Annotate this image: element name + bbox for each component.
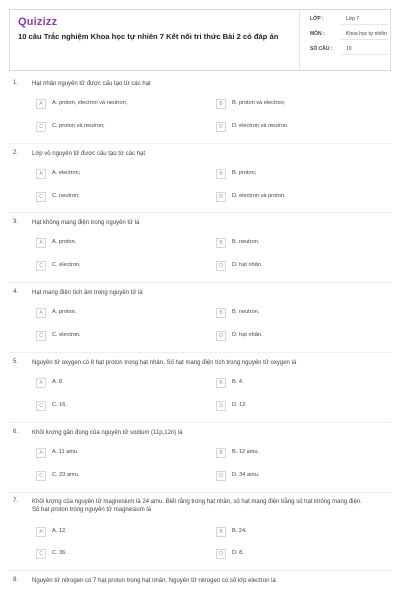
option-text: C. 23 amu. xyxy=(52,472,80,478)
question-separator xyxy=(9,352,391,353)
option-letter-box: B xyxy=(216,169,226,179)
option-text: C. 16. xyxy=(52,402,67,408)
option-text: D. hạt nhân. xyxy=(232,332,263,338)
option-text: D. hạt nhân. xyxy=(232,262,263,268)
option-d[interactable] xyxy=(216,401,376,413)
question-number: 7. xyxy=(13,498,19,504)
option-c[interactable] xyxy=(36,331,196,343)
question-separator xyxy=(9,212,391,213)
option-letter-box: A xyxy=(36,527,46,537)
question-separator xyxy=(9,492,391,493)
meta-subject-value: Khoa học tự nhiên xyxy=(346,31,387,37)
question-separator xyxy=(9,143,391,144)
option-d[interactable] xyxy=(216,549,376,561)
option-text: A. proton. xyxy=(52,239,77,245)
option-text: B. proton; xyxy=(232,170,257,176)
meta-grade-value: Lớp 7 xyxy=(346,16,360,22)
option-text: B. 12 amu. xyxy=(232,449,260,455)
question-text: Khối lượng gần đúng của nguyên tử sodium (11p,12n) là xyxy=(32,430,183,436)
option-text: B. 4. xyxy=(232,379,244,385)
option-text: B. 24. xyxy=(232,528,247,534)
option-a[interactable] xyxy=(36,308,196,320)
meta-subject-label: MÔN : xyxy=(310,31,325,37)
option-letter-box: D xyxy=(216,122,226,132)
option-d[interactable] xyxy=(216,122,376,134)
worksheet-header xyxy=(9,9,391,71)
option-a[interactable] xyxy=(36,378,196,390)
question-text: Nguyên tử oxygen có 8 hạt proton trong hạt nhân. Số hạt mang điện tích trong nguyên tử oxygen là xyxy=(32,360,297,366)
option-c[interactable] xyxy=(36,471,196,483)
option-letter-box: D xyxy=(216,192,226,202)
option-a[interactable] xyxy=(36,448,196,460)
meta-underline xyxy=(341,54,388,55)
option-letter-box: A xyxy=(36,308,46,318)
option-text: A. 12. xyxy=(52,528,67,534)
question-number: 1. xyxy=(13,80,19,86)
option-text: B. proton và electron; xyxy=(232,100,286,106)
option-letter-box: D xyxy=(216,549,226,559)
option-letter-box: B xyxy=(216,238,226,248)
option-text: D. electron và neutron. xyxy=(232,123,289,129)
question-number: 8. xyxy=(13,577,19,583)
option-letter-box: A xyxy=(36,448,46,458)
option-letter-box: C xyxy=(36,192,46,202)
question-text: Hạt mang điện tích âm trong nguyên tử là xyxy=(32,290,143,296)
option-b[interactable] xyxy=(216,238,376,250)
option-text: C. proton và neutron; xyxy=(52,123,105,129)
option-text: A. proton, electron và neutron; xyxy=(52,100,128,106)
option-b[interactable] xyxy=(216,308,376,320)
option-letter-box: B xyxy=(216,448,226,458)
question-number: 3. xyxy=(13,219,19,225)
question-number: 5. xyxy=(13,359,19,365)
option-d[interactable] xyxy=(216,471,376,483)
question-separator xyxy=(9,422,391,423)
option-b[interactable] xyxy=(216,448,376,460)
option-text: C. 36. xyxy=(52,550,67,556)
option-d[interactable] xyxy=(216,331,376,343)
question-number: 2. xyxy=(13,150,19,156)
option-letter-box: D xyxy=(216,471,226,481)
option-letter-box: D xyxy=(216,261,226,271)
option-a[interactable] xyxy=(36,99,196,111)
option-text: A. 8. xyxy=(52,379,64,385)
question-text: Lớp vỏ nguyên tử được cấu tạo từ các hạt xyxy=(32,151,145,157)
option-letter-box: B xyxy=(216,378,226,388)
option-d[interactable] xyxy=(216,261,376,273)
option-c[interactable] xyxy=(36,122,196,134)
option-b[interactable] xyxy=(216,527,376,539)
option-a[interactable] xyxy=(36,238,196,250)
option-letter-box: D xyxy=(216,401,226,411)
option-letter-box: B xyxy=(216,99,226,109)
question-text: Hạt không mang điện trong nguyên tử là xyxy=(32,220,140,226)
question-text: Hạt nhân nguyên tử được cấu tạo từ các hạt xyxy=(32,81,151,87)
question-number: 4. xyxy=(13,289,19,295)
option-letter-box: C xyxy=(36,331,46,341)
meta-grade-row xyxy=(10,16,390,28)
option-c[interactable] xyxy=(36,401,196,413)
option-letter-box: C xyxy=(36,401,46,411)
meta-grade-label: LỚP : xyxy=(310,16,324,22)
option-text: D. 34 amu. xyxy=(232,472,260,478)
option-b[interactable] xyxy=(216,169,376,181)
option-letter-box: A xyxy=(36,99,46,109)
option-letter-box: A xyxy=(36,238,46,248)
option-letter-box: C xyxy=(36,549,46,559)
option-letter-box: A xyxy=(36,169,46,179)
option-letter-box: C xyxy=(36,471,46,481)
option-letter-box: C xyxy=(36,261,46,271)
option-text: D. 8. xyxy=(232,550,244,556)
option-b[interactable] xyxy=(216,99,376,111)
meta-count-value: 10 xyxy=(346,46,352,52)
option-a[interactable] xyxy=(36,169,196,181)
meta-count-row xyxy=(10,46,390,58)
question-number: 6. xyxy=(13,429,19,435)
meta-count-label: SỐ CÂU : xyxy=(310,46,333,52)
option-c[interactable] xyxy=(36,261,196,273)
worksheet-title: 10 câu Trắc nghiệm Khoa học tự nhiên 7 Kết nối tri thức Bài 2 có đáp án xyxy=(18,32,279,41)
option-letter-box: B xyxy=(216,527,226,537)
option-c[interactable] xyxy=(36,549,196,561)
question-text: Khối lượng của nguyên tử magnesium là 24 amu. Biết rằng trong hạt nhân, số hạt mang điện bằng số hạt không mang điện. Số hạt proton trong nguyên tử magnesium là xyxy=(32,499,362,513)
option-letter-box: C xyxy=(36,122,46,132)
option-letter-box: B xyxy=(216,308,226,318)
option-letter-box: D xyxy=(216,331,226,341)
option-text: C. neutron; xyxy=(52,193,80,199)
meta-subject-row xyxy=(10,31,390,43)
option-letter-box: A xyxy=(36,378,46,388)
question-text: Nguyên tử nitrogen có 7 hạt proton trong hạt nhân. Nguyên tử nitrogen có số lớp electron là xyxy=(32,578,276,584)
option-d[interactable] xyxy=(216,192,376,204)
option-text: B. neutron. xyxy=(232,239,260,245)
option-c[interactable] xyxy=(36,192,196,204)
meta-underline xyxy=(341,39,388,40)
meta-underline xyxy=(341,24,388,25)
option-text: C. electron. xyxy=(52,332,81,338)
option-text: D. electron và proton. xyxy=(232,193,286,199)
option-text: A. 11 amu. xyxy=(52,449,79,455)
option-a[interactable] xyxy=(36,527,196,539)
question-separator xyxy=(9,282,391,283)
option-text: C. electron. xyxy=(52,262,81,268)
option-text: A. proton. xyxy=(52,309,77,315)
option-text: D. 12. xyxy=(232,402,247,408)
option-b[interactable] xyxy=(216,378,376,390)
option-text: A. electron; xyxy=(52,170,81,176)
question-separator xyxy=(9,570,391,571)
option-text: B. neutron. xyxy=(232,309,260,315)
quizizz-logo: Quizizz xyxy=(18,16,58,28)
